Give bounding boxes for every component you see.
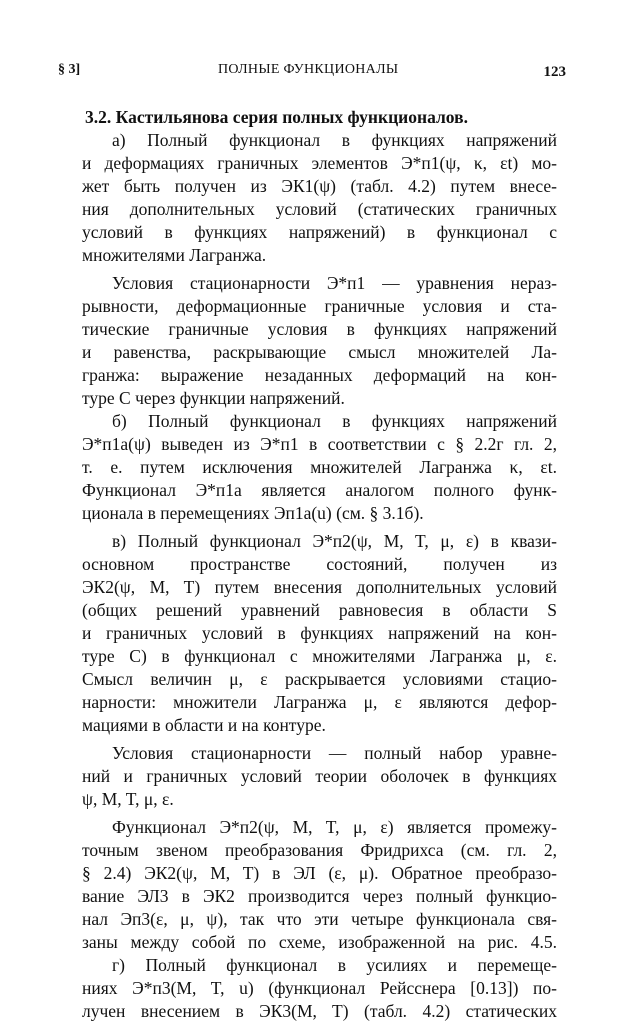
text-line: нарности: множители Лагранжа μ, ε являются дефор- <box>82 692 557 712</box>
text-line: ционала в перемещениях Эп1а(u) (см. § 3.1б). <box>82 503 424 523</box>
text-line: Функционал Э*п1а является аналогом полного функ- <box>82 480 557 500</box>
text-line: заны между собой по схеме, изображенной на рис. 4.5. <box>82 932 557 952</box>
text-line: ний и граничных условий теории оболочек в функциях <box>82 766 557 786</box>
text-line: тические граничные условия в функциях напряжений <box>82 319 557 339</box>
text-line: точным звеном преобразования Фридрихса (см. гл. 2, <box>82 840 557 860</box>
text-line: и граничных условий в функциях напряжений на кон- <box>82 623 557 643</box>
section-mark: § 3] <box>58 62 81 77</box>
section-heading: 3.2. Кастильянова серия полных функционалов. <box>85 107 468 127</box>
text-line: Условия стационарности Э*п1 — уравнения нераз- <box>112 273 557 293</box>
text-line: б) Полный функционал в функциях напряжений <box>112 411 557 431</box>
text-line: Функционал Э*п2(ψ, M, T, μ, ε) является промежу- <box>112 817 557 837</box>
text-line: Условия стационарности — полный набор уравне- <box>112 743 557 763</box>
text-line: рывности, деформационные граничные условия и ста- <box>82 296 557 316</box>
text-line: мациями в области и на контуре. <box>82 715 326 735</box>
text-line: множителями Лагранжа. <box>82 245 267 265</box>
text-line: ЭК2(ψ, M, T) путем внесения дополнительных условий <box>82 577 557 597</box>
text-line: и равенства, раскрывающие смысл множителей Ла- <box>82 342 557 362</box>
text-line: ниях Э*п3(M, T, u) (функционал Рейсснера [0.13]) по- <box>82 978 557 998</box>
text-line: вание ЭЛ3 в ЭК2 производится через полный функцио- <box>82 886 557 906</box>
text-line: Э*п1а(ψ) выведен из Э*п1 в соответствии с § 2.2г гл. 2, <box>82 434 557 454</box>
text-line: основном пространстве состояний, получен из <box>82 554 557 574</box>
text-line: ψ, M, T, μ, ε. <box>82 789 174 809</box>
text-line: в) Полный функционал Э*п2(ψ, M, T, μ, ε) в квази- <box>112 531 557 551</box>
text-line: § 2.4) ЭК2(ψ, M, T) в ЭЛ (ε, μ). Обратное преобразо- <box>82 863 557 883</box>
running-header <box>58 58 566 82</box>
text-line: жет быть получен из ЭК1(ψ) (табл. 4.2) путем внесе- <box>82 176 557 196</box>
page-number: 123 <box>543 64 566 80</box>
text-line: а) Полный функционал в функциях напряжений <box>112 130 557 150</box>
page-body <box>82 106 557 1023</box>
text-line: т. е. путем исключения множителей Лагранжа κ, εt. <box>82 457 557 477</box>
text-line: условий в функциях напряжений) в функционал с <box>82 222 557 242</box>
text-line: (общих решений уравнений равновесия в области S <box>82 600 557 620</box>
text-line: нал Эп3(ε, μ, ψ), так что эти четыре функционала свя- <box>82 909 557 929</box>
text-line: Смысл величин μ, ε раскрывается условиями стацио- <box>82 669 557 689</box>
running-title: ПОЛНЫЕ ФУНКЦИОНАЛЫ <box>218 62 399 77</box>
text-line: и деформациях граничных элементов Э*п1(ψ, κ, εt) мо- <box>82 153 557 173</box>
text-line: туре C) в функционал с множителями Лагранжа μ, ε. <box>82 646 557 666</box>
text-line: ния дополнительных условий (статических граничных <box>82 199 557 219</box>
text-line: лучен внесением в ЭК3(M, T) (табл. 4.2) статических <box>82 1001 557 1021</box>
text-line: гранжа: выражение незаданных деформаций на кон- <box>82 365 557 385</box>
text-line: туре C через функции напряжений. <box>82 388 345 408</box>
text-line: г) Полный функционал в усилиях и перемеще- <box>112 955 557 975</box>
